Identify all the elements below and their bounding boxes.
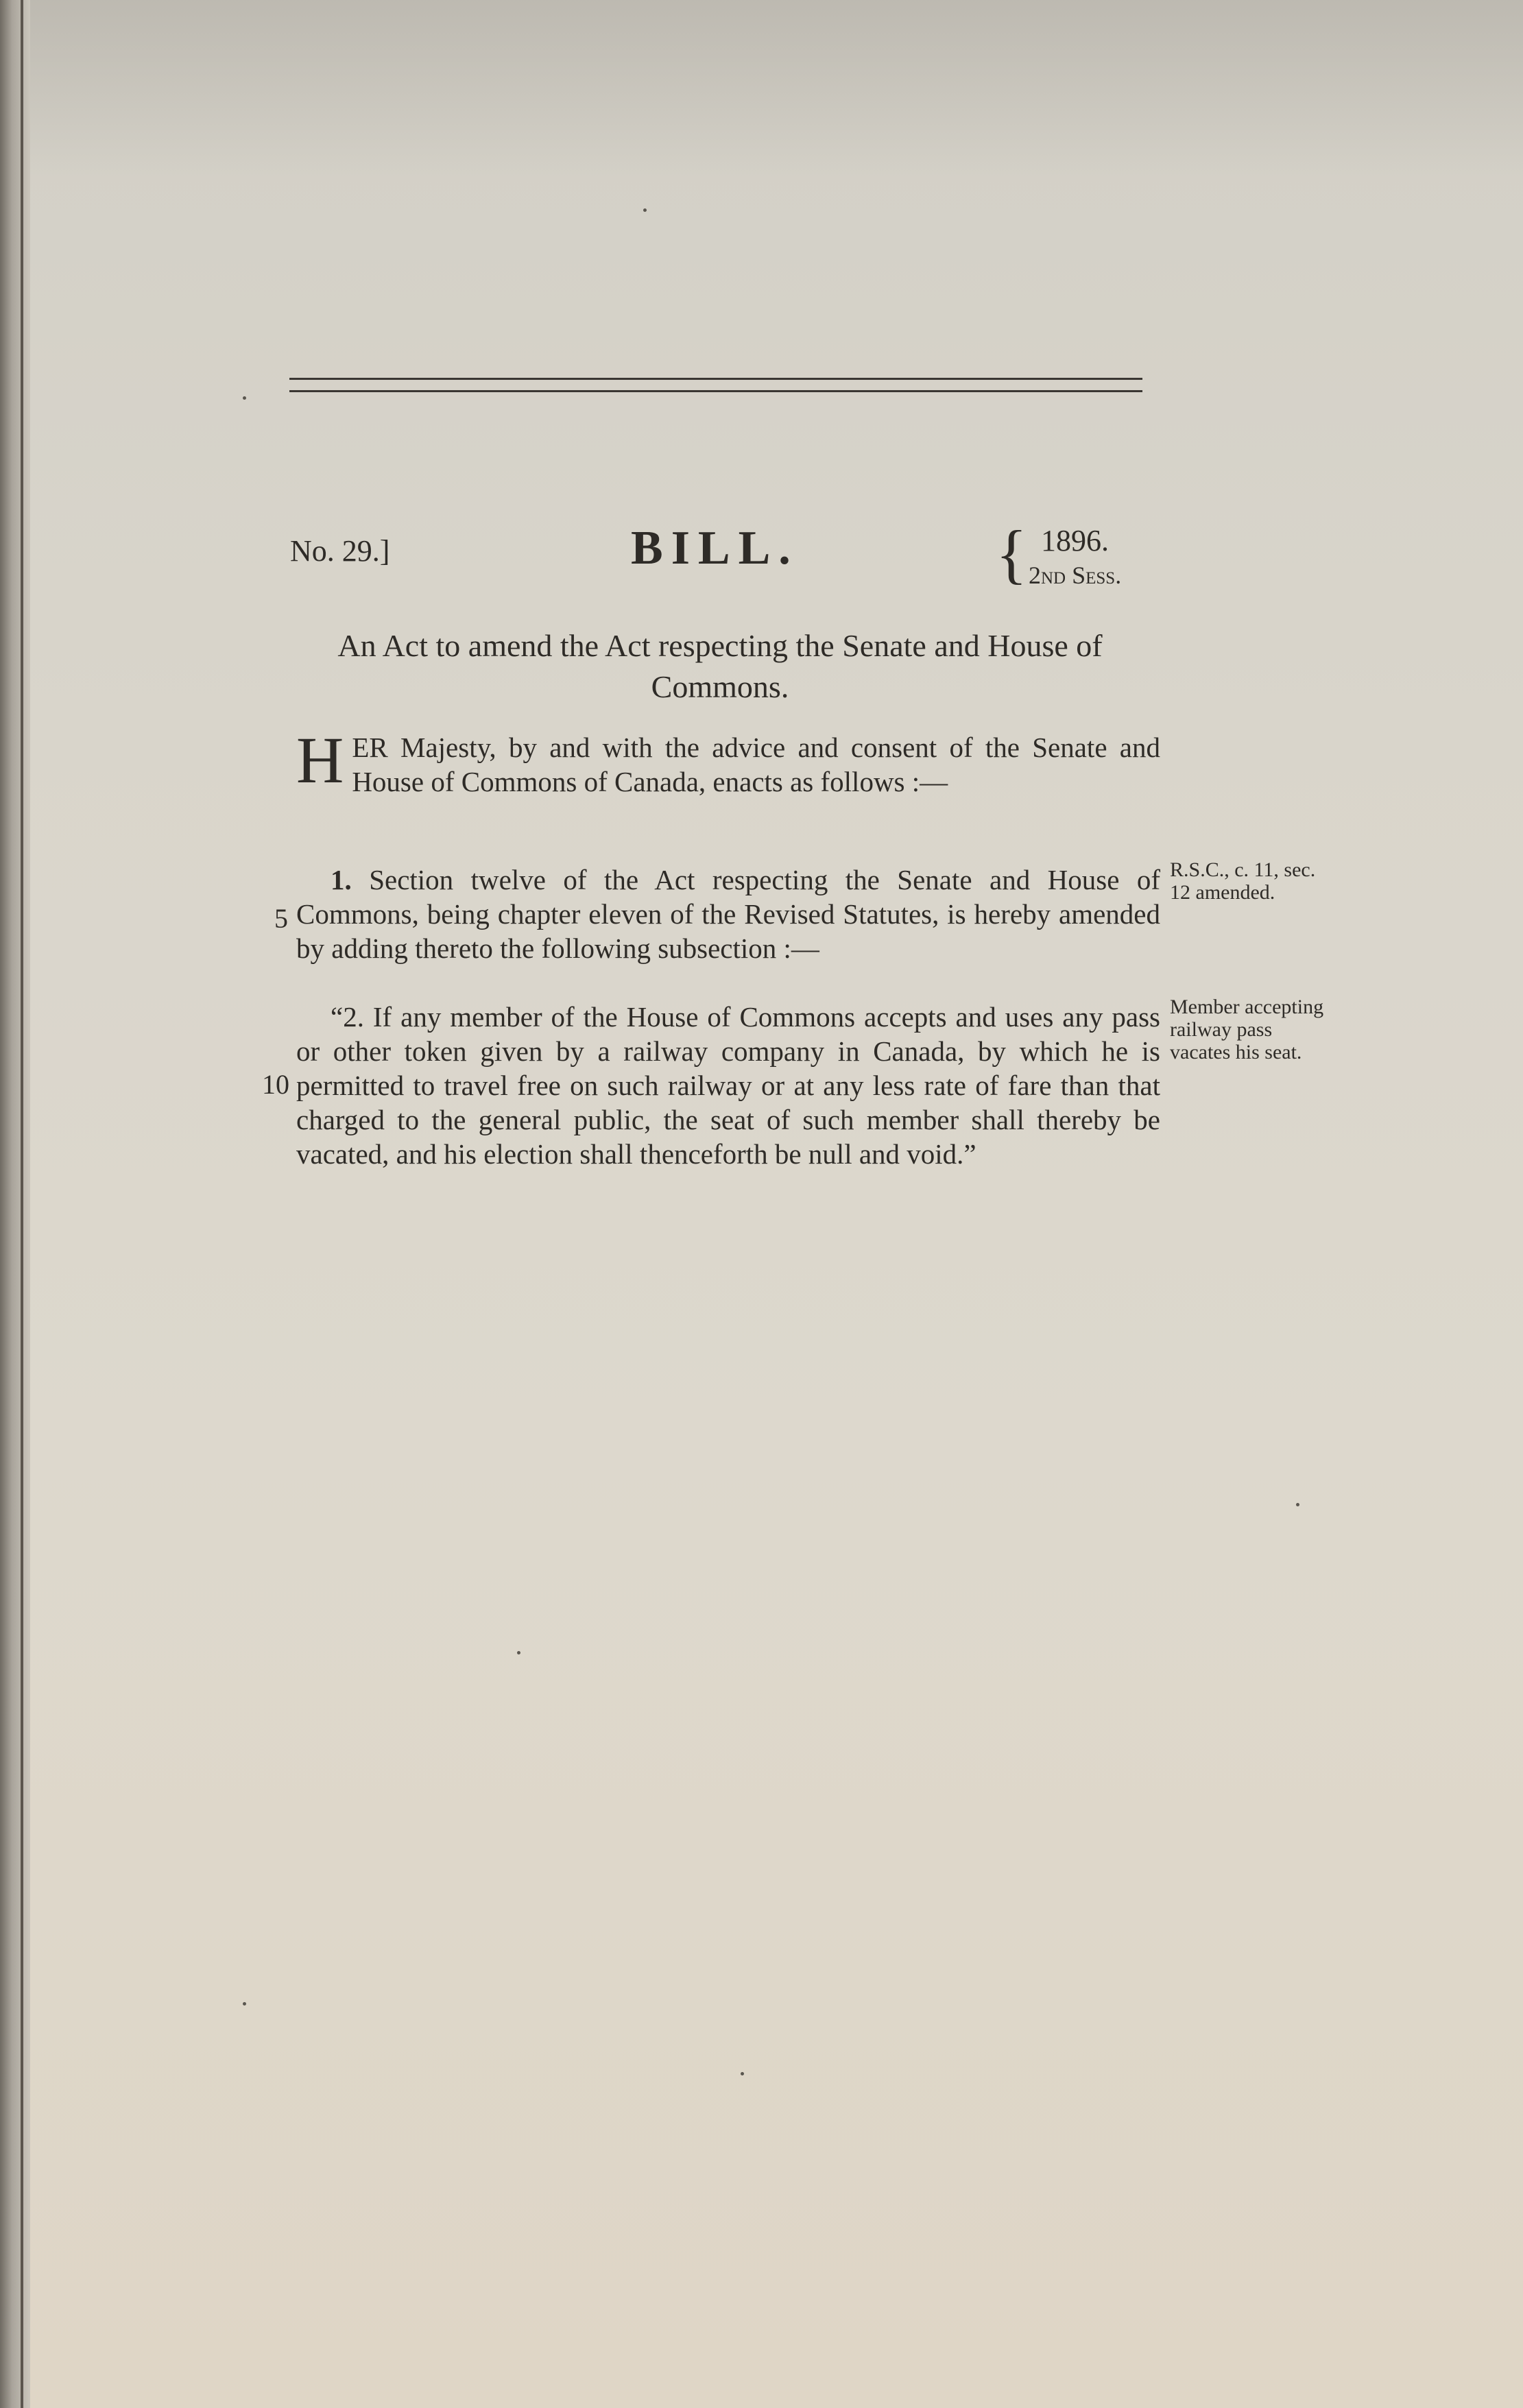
section-1-text: Section twelve of the Act respecting the Senate and House of Commons, being chapter eleven of the Revised Statutes, is hereby amended by adding thereto the following subsection :—	[296, 864, 1161, 964]
bill-year: 1896.	[1041, 524, 1109, 557]
paper-speck	[1296, 1503, 1299, 1506]
line-number-10: 10	[262, 1069, 289, 1100]
brace-symbol: {	[996, 517, 1028, 590]
bill-heading: BILL.	[631, 522, 799, 575]
bill-title: An Act to amend the Act respecting the Senate and House of Commons.	[337, 628, 1103, 704]
margin-note-subject: Member accepting railway pass vacates his seat.	[1170, 996, 1324, 1063]
paper-speck	[517, 1651, 520, 1654]
line-number-5: 5	[274, 903, 288, 934]
drop-cap: H	[296, 723, 344, 797]
subsection-2-text: “2. If any member of the House of Commons accepts and uses any pass or other token given by a railway company in Canada, by which he is permitted to travel free on such railway or at any less rate of fare than that charged to the general public, the seat of such member shall thereby be vacated, and his election shall thenceforth be null and void.”	[296, 1001, 1160, 1170]
paper-speck	[643, 208, 647, 212]
margin-note-citation: R.S.C., c. 11, sec. 12 amended.	[1170, 858, 1316, 904]
header-rule-bottom	[289, 390, 1142, 392]
scan-shadow	[30, 0, 1523, 178]
bill-session: 2nd Sess.	[1029, 562, 1122, 589]
enacting-text: ER Majesty, by and with the advice and consent of the Senate and House of Commons of Canada, enacts as follows :—	[352, 732, 1160, 797]
page-binding-edge	[0, 0, 30, 2408]
header-rule-top	[289, 378, 1142, 380]
section-1	[296, 863, 1160, 965]
bill-number: No. 29.]	[290, 534, 390, 568]
section-number: 1.	[331, 864, 352, 895]
binding-line	[21, 0, 23, 2408]
paper-speck	[243, 2002, 246, 2006]
subsection-2	[296, 1000, 1160, 1171]
enacting-clause	[296, 723, 1160, 799]
paper-speck	[243, 396, 246, 400]
paper-speck	[741, 2072, 744, 2075]
